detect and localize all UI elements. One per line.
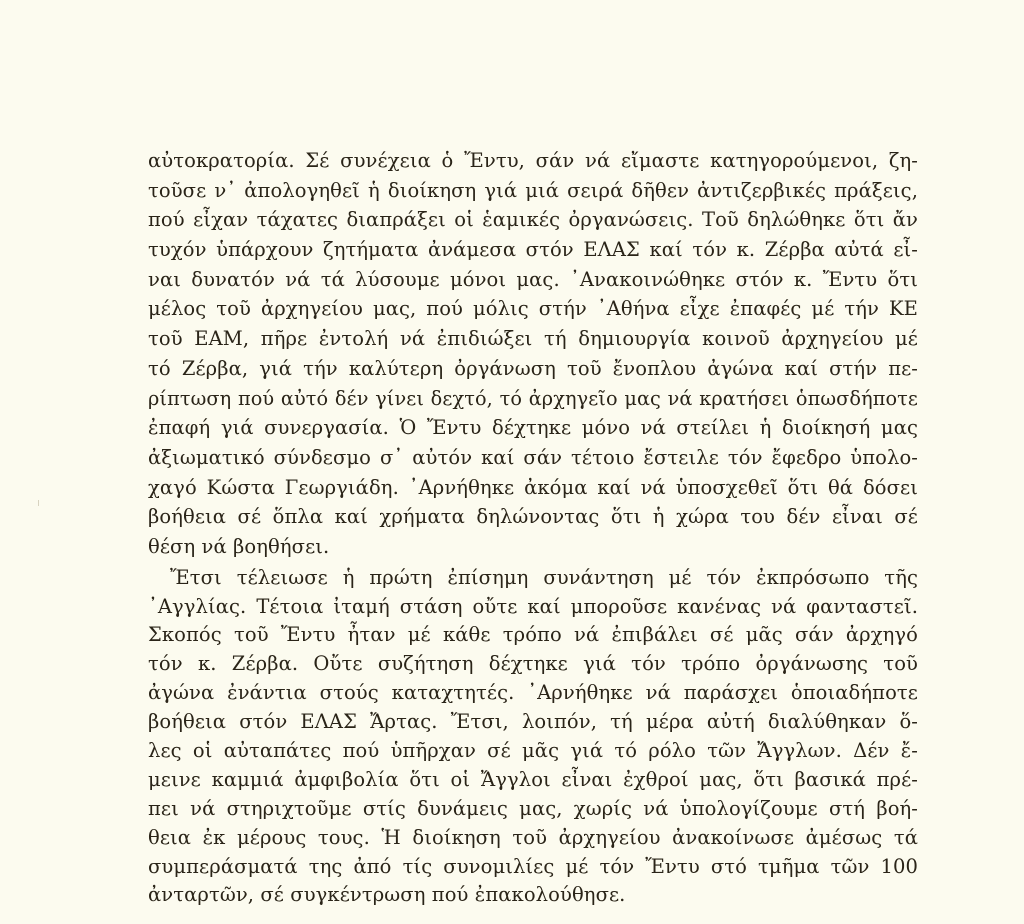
text-line: βοήθεια σέ ὅπλα καί χρήματα δηλώνοντας ὅτι ἡ χώρα του δέν εἶναι σέ [148,505,918,529]
text-line: Σκοπός τοῦ Ἔντυ ἦταν μέ κάθε τρόπο νά ἐπιβάλει σέ μᾶς σάν ἀρχηγό [148,623,918,647]
text-line: ἀξιωματικό σύνδεσμο σ᾿ αὐτόν καί σάν τέτοιο ἔστειλε τόν ἔφεδρο ὑπολο- [148,445,918,469]
text-line: μέλος τοῦ ἀρχηγείου μας, πού μόλις στήν ᾿Αθήνα εἶχε ἐπαφές μέ τήν ΚΕ [148,297,918,321]
text-line: συμπεράσματά της ἀπό τίς συνομιλίες μέ τόν Ἔντυ στό τμῆμα τῶν 100 [148,854,918,878]
scan-speck [38,500,39,506]
text-line: πει νά στηριχτοῦμε στίς δυνάμεις μας, χωρίς νά ὑπολογίζουμε στή βοή- [148,796,918,820]
paragraph [148,564,918,911]
text-line: τόν κ. Ζέρβα. Οὔτε συζήτηση δέχτηκε γιά τόν τρόπο ὀργάνωσης τοῦ [148,652,918,676]
text-line: πού εἶχαν τάχατες διαπράξει οἱ ἑαμικές ὀργανώσεις. Τοῦ δηλώθηκε ὅτι ἄν [148,208,918,232]
text-line: τοῦ ΕΑΜ, πῆρε ἐντολή νά ἐπιδιώξει τή δημιουργία κοινοῦ ἀρχηγείου μέ [148,327,918,351]
text-line: μεινε καμμιά ἀμφιβολία ὅτι οἱ Ἄγγλοι εἶναι ἐχθροί μας, ὅτι βασικά πρέ- [148,767,918,791]
text-line: τυχόν ὑπάρχουν ζητήματα ἀνάμεσα στόν ΕΛΑΣ καί τόν κ. Ζέρβα αὐτά εἶ- [148,238,918,262]
text-line: χαγό Κώστα Γεωργιάδη. ᾿Αρνήθηκε ἀκόμα καί νά ὑποσχεθεῖ ὅτι θά δόσει [148,475,918,499]
text-line: λες οἱ αὐταπάτες πού ὑπῆρχαν σέ μᾶς γιά τό ρόλο τῶν Ἄγγλων. Δέν ἔ- [148,738,918,762]
text-line: θεια ἐκ μέρους τους. Ἡ διοίκηση τοῦ ἀρχηγείου ἀνακοίνωσε ἀμέσως τά [148,825,918,849]
book-page [148,146,918,910]
paragraph [148,146,918,562]
text-line-paragraph-end: ἀνταρτῶν, σέ συγκέντρωση πού ἐπακολούθησε. [148,883,626,907]
text-line: ρίπτωση πού αὐτό δέν γίνει δεχτό, τό ἀρχηγεῖο μας νά κρατήσει ὁπωσδήποτε [148,386,918,410]
text-line-paragraph-end: θέση νά βοηθήσει. [148,534,330,558]
text-line: ἐπαφή γιά συνεργασία. Ὁ Ἔντυ δέχτηκε μόνο νά στείλει ἡ διοίκησή μας [148,416,918,440]
text-line: ἀγώνα ἐνάντια στούς καταχτητές. ᾿Αρνήθηκε νά παράσχει ὁποιαδήποτε [148,681,918,705]
text-line: αὐτοκρατορία. Σέ συνέχεια ὁ Ἔντυ, σάν νά εἴμαστε κατηγορούμενοι, ζη- [148,149,918,172]
text-line-paragraph-start: Ἔτσι τέλειωσε ἡ πρώτη ἐπίσημη συνάντηση μέ τόν ἐκπρόσωπο τῆς [170,565,918,589]
text-line: ναι δυνατόν νά τά λύσουμε μόνοι μας. ᾿Ανακοινώθηκε στόν κ. Ἔντυ ὅτι [148,267,918,291]
text-line: ᾿Αγγλίας. Τέτοια ἰταμή στάση οὔτε καί μποροῦσε κανένας νά φανταστεῖ. [148,594,918,618]
text-line: βοήθεια στόν ΕΛΑΣ Ἄρτας. Ἔτσι, λοιπόν, τή μέρα αὐτή διαλύθηκαν ὅ- [148,710,918,734]
text-line: τοῦσε ν᾿ ἀπολογηθεῖ ἡ διοίκηση γιά μιά σειρά δῆθεν ἀντιζερβικές πράξεις, [148,178,918,202]
text-line: τό Ζέρβα, γιά τήν καλύτερη ὀργάνωση τοῦ ἔνοπλου ἀγώνα καί στήν πε- [148,356,918,380]
